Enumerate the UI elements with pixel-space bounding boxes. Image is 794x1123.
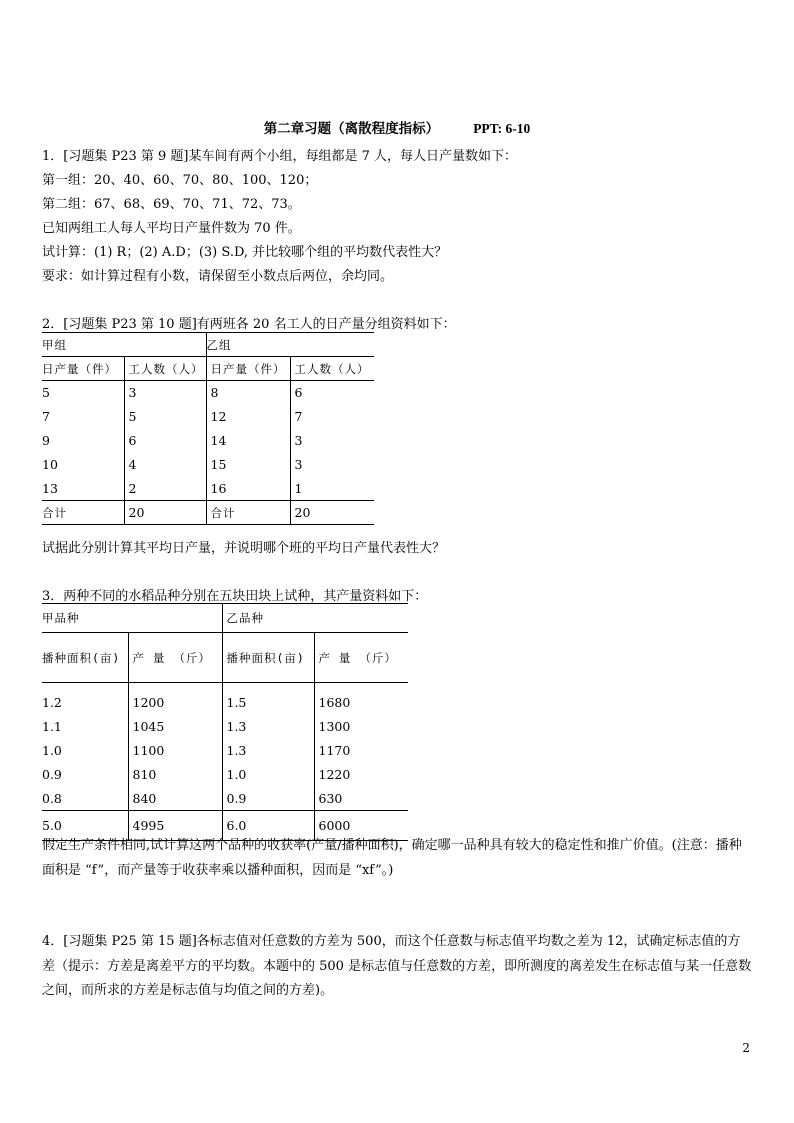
- q2-cell: 16: [206, 477, 290, 501]
- q2-cell: 7: [294, 409, 303, 424]
- q3-cell: 840: [128, 787, 222, 811]
- q2-cell: 1: [294, 480, 303, 496]
- q1-line-6: 要求：如计算过程有小数，请保留至小数点后两位，余均同。: [42, 269, 394, 284]
- q3-header-variety-a: 甲品种: [42, 604, 222, 633]
- q3-cell: 630: [318, 790, 343, 806]
- q3-cell: 1200: [128, 691, 222, 715]
- q1-line-5: 试计算：(1) R；(2) A.D；(3) S.D, 并比较哪个组的平均数代表性大？: [42, 245, 448, 260]
- q2-header-group-b: 乙组: [206, 337, 232, 352]
- title-text: 第二章习题（离散程度指标）: [263, 121, 440, 137]
- q2-row: [42, 381, 374, 405]
- q2-total-a: 20: [124, 501, 206, 525]
- q3-note: 假定生产条件相同,试计算这两个品种的收获率(产量/播种面积)，确定哪一品种具有较大的稳定性和推广价值。(注意：播种面积是 “f”，而产量等于收获率乘以播种面积，因而是 “xf”。): [42, 838, 742, 878]
- q3-cell: 1170: [318, 743, 351, 758]
- q2-header-group-a: 甲组: [42, 333, 206, 357]
- q2-row: [42, 477, 374, 501]
- q2-col-output-b: 日产量（件）: [206, 357, 290, 381]
- q2-cell: 13: [42, 477, 124, 501]
- q2-question: 试据此分别计算其平均日产量，并说明哪个班的平均日产量代表性大？: [42, 541, 446, 556]
- q2-row: [42, 429, 374, 453]
- q2-cell: 7: [42, 405, 124, 429]
- q2-cell: 3: [294, 457, 303, 472]
- page-title: [0, 117, 794, 137]
- q2-total-b: 20: [294, 505, 311, 520]
- q3-cell: 1.5: [222, 691, 314, 715]
- q2-col-output-a: 日产量（件）: [42, 357, 124, 381]
- q3-row: [42, 739, 408, 763]
- q2-total-row: [42, 501, 374, 525]
- q2-cell: 10: [42, 453, 124, 477]
- q2-cell: 12: [206, 405, 290, 429]
- q3-cell: 1.0: [42, 739, 128, 763]
- page-number: 2: [742, 1041, 750, 1055]
- q3-cell: 810: [128, 763, 222, 787]
- q2-cell: 6: [124, 429, 206, 453]
- q3-cell: 1.1: [42, 715, 128, 739]
- q3-row: [42, 763, 408, 787]
- q2-row: [42, 405, 374, 429]
- q3-cell: 0.9: [42, 763, 128, 787]
- q1-line-3: 第二组：67、68、69、70、71、72、73。: [42, 197, 301, 212]
- q2-intro: 2．[习题集 P23 第 10 题]有两班各 20 名工人的日产量分组资料如下：: [42, 317, 456, 332]
- q3-total-area-a: 5.0: [42, 811, 128, 841]
- q1-line-4: 已知两组工人每人平均日产量件数为 70 件。: [42, 221, 301, 236]
- q2-cell: 15: [206, 453, 290, 477]
- q4-text: 4．[习题集 P25 第 15 题]各标志值对任意数的方差为 500，而这个任意数与标志值平均数之差为 12，试确定标志值的方差（提示：方差是离差平方的平均数。本题中的 500 是标志值与任意数的方差，即所测度的离差发生在标志值与某一任意数之间，而所求的方差是标志值与均值之间的方差)。: [42, 934, 752, 998]
- q3-cell: 1300: [318, 719, 351, 734]
- q2-col-workers-b: 工人数（人）: [294, 361, 370, 376]
- q2-cell: 8: [206, 381, 290, 405]
- q3-cell: 1.3: [222, 739, 314, 763]
- q3-cell: 1.0: [222, 763, 314, 787]
- q3-col-yield-b: 产 量 （斤）: [318, 650, 397, 665]
- q3-total-yield-b: 6000: [318, 818, 351, 833]
- q2-cell: 14: [206, 429, 290, 453]
- q2-table: [42, 332, 374, 525]
- q2-cell: 5: [42, 381, 124, 405]
- q3-cell: 1045: [128, 715, 222, 739]
- q1-line-1: 1．[习题集 P23 第 9 题]某车间有两个小组，每组都是 7 人，每人日产量数如下：: [42, 149, 518, 164]
- q2-cell: 4: [124, 453, 206, 477]
- q3-cell: 0.9: [222, 787, 314, 811]
- q3-cell: 1100: [128, 739, 222, 763]
- q3-cell: 1.2: [42, 691, 128, 715]
- q3-row: [42, 691, 408, 715]
- q3-cell: 1220: [318, 767, 351, 782]
- q2-cell: 3: [124, 381, 206, 405]
- q2-cell: 3: [294, 433, 303, 448]
- q3-intro: 3．两种不同的水稻品种分别在五块田块上试种，其产量资料如下：: [42, 589, 428, 604]
- q2-col-workers-a: 工人数（人）: [124, 357, 206, 381]
- q2-row: [42, 453, 374, 477]
- q2-total-label-a: 合计: [42, 501, 124, 525]
- q3-total-area-b: 6.0: [222, 811, 314, 841]
- title-ppt-ref: PPT: 6-10: [473, 121, 531, 136]
- q3-row: [42, 787, 408, 811]
- q2-cell: 5: [124, 405, 206, 429]
- q3-table: [42, 603, 408, 841]
- q3-col-yield-a: 产 量 （斤）: [128, 633, 222, 683]
- q3-col-area-b: 播种面积(亩): [222, 633, 314, 683]
- q3-total-yield-a: 4995: [128, 811, 222, 841]
- q2-total-label-b: 合计: [206, 501, 290, 525]
- q1-line-2: 第一组：20、40、60、70、80、100、120；: [42, 173, 318, 188]
- q2-cell: 2: [124, 477, 206, 501]
- q3-cell: 1680: [318, 695, 351, 710]
- q2-cell: 9: [42, 429, 124, 453]
- q3-col-area-a: 播种面积(亩): [42, 633, 128, 683]
- q3-row: [42, 715, 408, 739]
- q2-cell: 6: [294, 385, 303, 401]
- q3-header-variety-b: 乙品种: [226, 611, 264, 625]
- q3-cell: 0.8: [42, 787, 128, 811]
- q3-cell: 1.3: [222, 715, 314, 739]
